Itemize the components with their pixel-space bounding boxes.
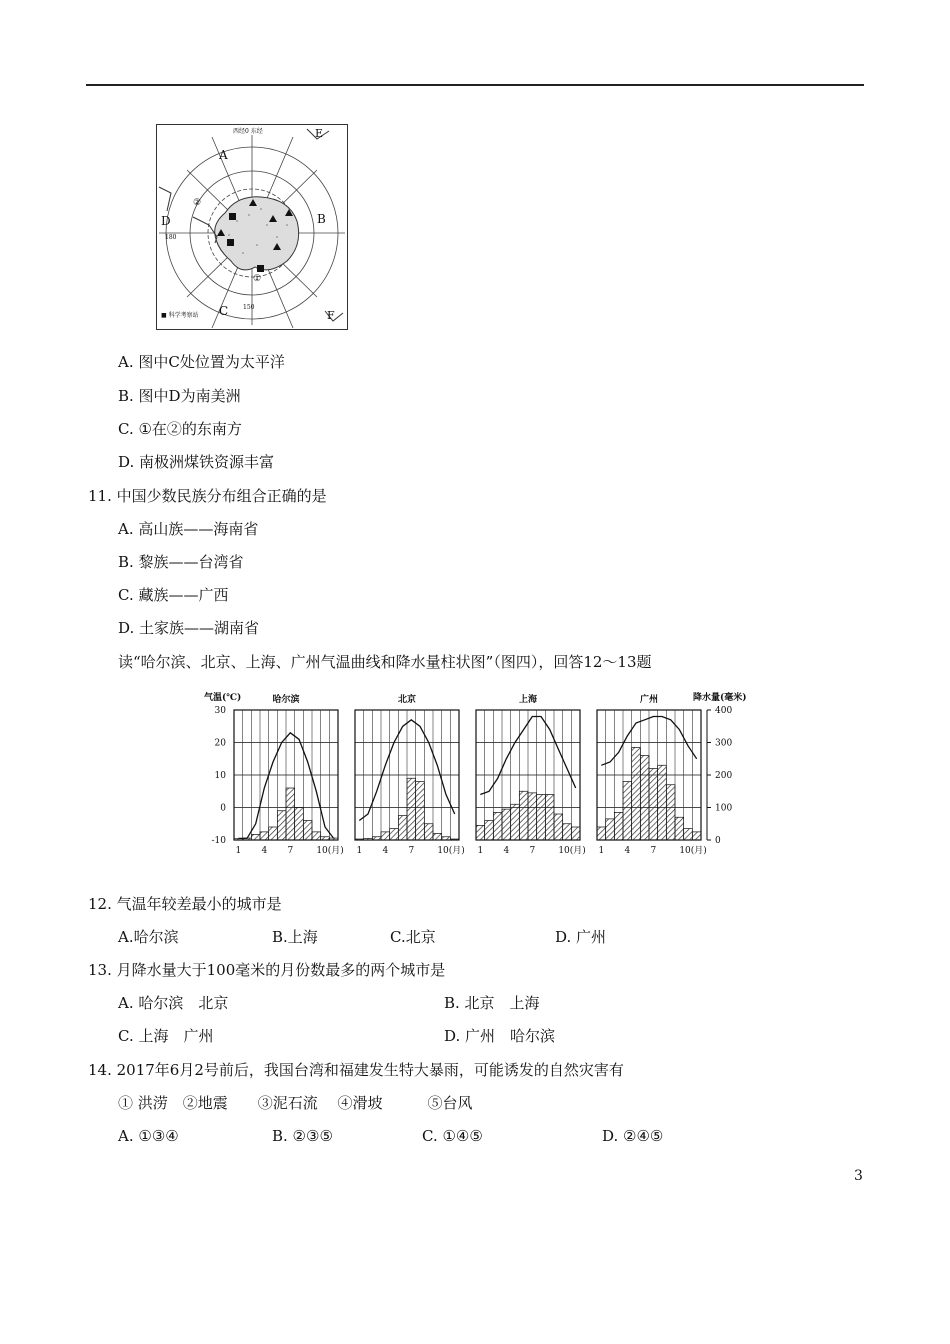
q14-option-d: D. ②④⑤ (602, 1127, 664, 1145)
precip-tick-label: 0 (715, 836, 721, 846)
map-label-f: F (327, 309, 335, 322)
q11-option-b: B. 黎族——台湾省 (118, 553, 244, 571)
x-tick-label: 1 (235, 846, 242, 856)
q11-option-d: D. 土家族——湖南省 (118, 619, 260, 637)
precip-bar (493, 812, 502, 840)
precip-bar (398, 816, 407, 840)
precip-bar (321, 837, 330, 840)
map-legend: ■ 科学考察站 (161, 312, 199, 319)
q12-option-a: A.哈尔滨 (118, 928, 179, 946)
precip-tick-label: 400 (715, 706, 733, 716)
map-label-e: E (315, 127, 324, 140)
precip-bar (442, 837, 451, 840)
precip-bar (614, 812, 623, 840)
precip-bar (381, 832, 390, 840)
precip-bar (563, 824, 572, 840)
temp-tick-label: 30 (214, 706, 226, 716)
x-tick-label: 7 (650, 846, 657, 856)
x-tick-label: 4 (261, 846, 268, 856)
q10-option-c: C. ①在②的东南方 (118, 420, 242, 438)
temp-tick-label: 20 (214, 738, 226, 749)
precip-bar (632, 747, 641, 840)
x-tick-label: 10(月) (316, 846, 344, 856)
precip-bar (528, 793, 537, 840)
precip-bar (684, 829, 693, 840)
temp-tick-label: -10 (211, 836, 226, 846)
q13-option-b: B. 北京 上海 (444, 994, 540, 1012)
q12-option-b: B.上海 (272, 928, 318, 946)
map-label-b: B (317, 212, 326, 226)
x-tick-label: 7 (287, 846, 294, 856)
q12-option-d: D. 广州 (555, 928, 607, 946)
precip-bar (511, 804, 520, 840)
precip-bar (424, 824, 433, 840)
precip-bar (623, 782, 632, 841)
map-top-note: 西经0 东经 (233, 128, 263, 135)
precip-bar (364, 838, 373, 840)
q10-option-d: D. 南极洲煤铁资源丰富 (118, 453, 275, 471)
q11-option-a: A. 高山族——海南省 (118, 520, 259, 538)
q12-option-c: C.北京 (390, 928, 436, 946)
temp-tick-label: 10 (214, 771, 226, 781)
map-label-circle-1: ① (253, 274, 262, 284)
precip-bar (295, 808, 304, 841)
precip-axis-label: 降水量(毫米) (693, 693, 747, 703)
antarctica-map (156, 124, 348, 330)
city-name: 北京 (397, 695, 417, 705)
city-name: 上海 (518, 695, 538, 705)
precip-bar (433, 834, 442, 841)
page-number: 3 (854, 1168, 863, 1184)
x-tick-label: 4 (382, 846, 389, 856)
precip-bar (537, 795, 546, 841)
x-tick-label: 10(月) (437, 846, 465, 856)
x-tick-label: 10(月) (558, 846, 586, 856)
q13-option-c: C. 上海 广州 (118, 1027, 214, 1045)
precip-bar (303, 821, 312, 841)
map-lon-180: 180 (165, 234, 177, 241)
precip-bar (407, 778, 416, 840)
precip-bar (286, 788, 295, 840)
precip-bar (545, 795, 554, 841)
climate-charts (196, 688, 747, 858)
precip-tick-label: 300 (715, 738, 733, 749)
precip-bar (312, 832, 321, 840)
map-label-d: D (161, 214, 171, 228)
precip-bar (692, 832, 701, 840)
q14-option-a: A. ①③④ (118, 1127, 179, 1145)
temp-axis-label: 气温(℃) (204, 693, 242, 703)
precip-bar (554, 814, 563, 840)
city-name: 广州 (639, 695, 659, 705)
x-tick-label: 1 (477, 846, 484, 856)
precip-bar (485, 821, 494, 841)
precip-bar (251, 834, 260, 840)
x-tick-label: 7 (529, 846, 536, 856)
precip-bar (606, 819, 615, 840)
q13-stem: 13. 月降水量大于100毫米的月份数最多的两个城市是 (88, 961, 446, 979)
x-tick-label: 10(月) (679, 846, 707, 856)
precip-bar (502, 809, 511, 840)
q13-option-a: A. 哈尔滨 北京 (118, 994, 229, 1012)
header-rule (86, 84, 864, 86)
map-label-c: C (219, 304, 229, 318)
q14-items: ① 洪涝 ②地震 ③泥石流 ④滑坡 ⑤台风 (118, 1094, 473, 1112)
map-label-circle-2: ② (193, 198, 202, 208)
q14-option-c: C. ①④⑤ (422, 1127, 483, 1145)
q10-option-a: A. 图中C处位置为太平洋 (118, 353, 285, 371)
x-tick-label: 4 (503, 846, 510, 856)
q11-stem: 11. 中国少数民族分布组合正确的是 (88, 487, 327, 505)
precip-bar (416, 782, 425, 841)
x-tick-label: 4 (624, 846, 631, 856)
x-tick-label: 1 (356, 846, 363, 856)
precip-bar (519, 791, 528, 840)
x-tick-label: 7 (408, 846, 415, 856)
q12-stem: 12. 气温年较差最小的城市是 (88, 895, 282, 913)
precip-bar (675, 817, 684, 840)
precip-bar (649, 769, 658, 841)
q14-option-b: B. ②③⑤ (272, 1127, 333, 1145)
precip-bar (372, 837, 381, 840)
precip-bar (269, 827, 278, 840)
city-name: 哈尔滨 (272, 695, 300, 705)
precip-tick-label: 200 (715, 771, 733, 781)
q11-option-c: C. 藏族——广西 (118, 586, 229, 604)
precip-bar (658, 765, 667, 840)
precip-bar (597, 827, 606, 840)
precip-bar (640, 756, 649, 841)
intro-text: 读“哈尔滨、北京、上海、广州气温曲线和降水量柱状图”（图四），回答12～13题 (118, 653, 652, 671)
precip-bar (390, 829, 399, 840)
precip-bar (355, 839, 364, 840)
precip-bar (666, 785, 675, 840)
q14-stem: 14. 2017年6月2号前后，我国台湾和福建发生特大暴雨，可能诱发的自然灾害有 (88, 1061, 624, 1079)
x-tick-label: 1 (598, 846, 605, 856)
q13-option-d: D. 广州 哈尔滨 (444, 1027, 556, 1045)
precip-bar (476, 825, 485, 840)
q10-option-b: B. 图中D为南美洲 (118, 387, 241, 405)
precip-bar (571, 827, 580, 840)
precip-bar (260, 832, 269, 840)
temp-tick-label: 0 (220, 803, 226, 814)
precip-tick-label: 100 (715, 803, 733, 814)
precip-bar (277, 811, 286, 840)
map-label-a: A (219, 148, 228, 162)
precip-bar (450, 839, 459, 840)
map-lon-150: 150 (243, 304, 255, 311)
